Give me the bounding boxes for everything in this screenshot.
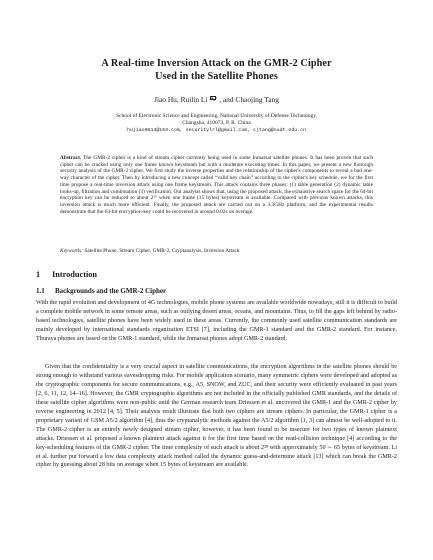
affiliation-line-1: School of Electronic Science and Engineering, National University of Defense Technology, [115,113,318,119]
keywords-label: Keywords: [60,248,83,254]
abstract-text: The GMR-2 cipher is a kind of stream cipher currently being used in some Inmarsat satellite phones. It has been proven that such cipher can be cracked using only one frame known keystream but with a moderate executing times. In this paper, we present a new thorough security analysis of the GMR-2 cipher. We first study the inverse properties and the relationship of the cipher's components to reveal a bad one-way character of the cipher. Then by introducing a new concept called “valid key chain” according to the cipher's key schedule, we for the first time propose a real-time inversion attack using one frame keystream. This attack contains three phases: (1) table generation (2) dynamic table looks-up, filtration and combination (3) verification. Our analysis shows that, using the proposed attack, the exhaustive search space for the 64-bit encryption key can be reduced to about 2¹⁵ when one frame (15 bytes) keystream is available. Compared with previous known attacks, this inversion attack is much more efficient. Finally, the proposed attack are carried out on a 3.3GHz platform, and the experimental results demonstrate that the 64-bit encryption-key could be recovered in around 0.02s on average. [60,155,373,215]
author-list [40,95,393,104]
authors-part-2: , and Chaojing Tang [219,95,279,104]
abstract [60,155,373,215]
author-emails: hujiao0614@163.com, securitylrl@gmail.com, cjtang@nudt.edu.cn [126,128,307,133]
keywords-text: Satellite Phone, Stream Cipher, GMR-2, Cryptanalysis, Inversion Attack [84,248,240,254]
subsection-title: Backgrounds and the GMR-2 Cipher [55,287,167,295]
envelope-icon [210,96,216,100]
paper-title [40,58,393,83]
authors-part-1: Jiao Hu, Ruilin Li [154,95,208,104]
affiliation [30,113,403,127]
keywords [60,248,373,255]
section-title: Introduction [52,270,98,279]
body-paragraph-1: With the rapid evolution and development of 4G technologies, mobile phone systems are available worldwide nowadays, still it is difficult to build a complete mobile network in some remote areas, such as outlying desert areas, oceans, and mountains. Thus, to fill the gaps left behind by radio-based technologies, satellite phones have been widely used in these areas. Currently, the commonly used satellite communication standards are mainly developed by international standards organization ETSI [7], including the GMR-1 standard and the GMR-2 standard. For instance, Thuraya phones are based on the GMR-1 standard, while the Inmarsat phones adopt GMR-2 standard. [36,300,397,342]
title-line-1: A Real-time Inversion Attack on the GMR-2 Cipher [101,58,332,69]
subsection-number: 1.1 [36,287,45,295]
affiliation-line-2: Changsha, 410073, P. R. China [182,120,251,127]
abstract-label: Abstract. [60,155,82,161]
section-number: 1 [36,270,41,279]
title-line-2: Used in the Satellite Phones [155,70,278,82]
subsection-heading [36,287,336,295]
body-paragraph-2: Given that the confidentiality is a very crucial aspect in satellite communications, the encryption algorithms in the satellite phones should be strong enough to withstand various eavesdropping risks. For mobile application scenario, many symmetric ciphers were developed and adopted as the cryptographic components for secure communications, e.g., A5, SNOW, and ZUC, and their security were efficiently evaluated in past years [2, 6, 11, 12, 14–16]. However, the GMR cryptographic algorithms are not included in the officially published GMR standards, and the details of these satellite cipher algorithms were non-public until the German research team Driessen et al. uncovered the GMR-1 and the GMR-2 cipher by reverse engineering in 2012 [4, 5]. Their analysis result illustrate that both two ciphers are stream ciphers. In particular, the GMR-1 cipher is a proprietary variant of GSM A5/2 algorithm [4], thus the cryptanalytic methods against the A5/2 algorithm [1, 3] can almost be well-adopted to it. The GMR-2 cipher is an entirely newly designed stream cipher, however, it has been found to be insecure for two types of known plaintext attacks. Driessen et al. proposed a known plaintext attack against it for the first time based on the read-collision technique [4] according to the key-scheduling features of the GMR-2 cipher. The time complexity of such attack is about 2²⁸ with approximately 50 ∼ 65 bytes of keystream. Li et al. further put forward a low data complexity attack method called the dynamic guess-and-determine attack [13] which can break the GMR-2 cipher by guessing about 28 bits on average when 15 bytes of keystream are available. [36,364,397,469]
section-heading [36,270,336,279]
